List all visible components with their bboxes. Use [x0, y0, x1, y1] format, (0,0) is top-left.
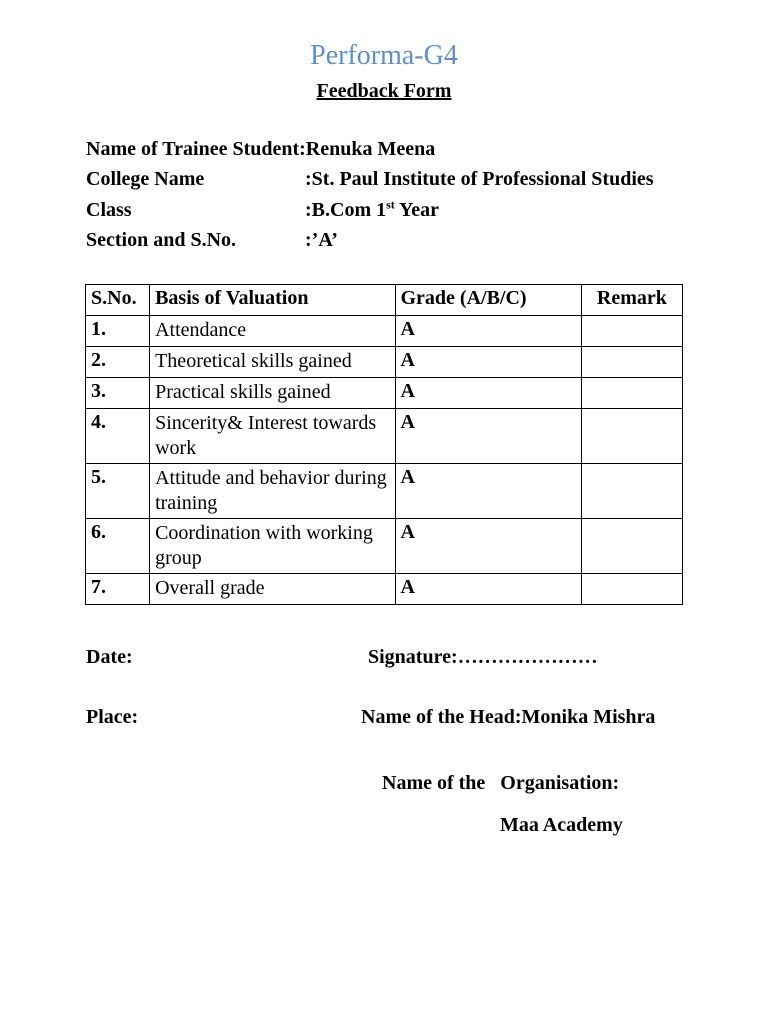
row-grade: A — [395, 378, 581, 409]
row-grade: A — [395, 574, 581, 605]
valuation-table — [85, 284, 683, 605]
table-row — [86, 464, 683, 519]
table-header-row — [86, 285, 683, 316]
trainee-value: Renuka Meena — [305, 138, 436, 160]
class-value-year: Year — [394, 199, 440, 221]
date-label: Date: — [86, 646, 133, 668]
table-row — [86, 409, 683, 464]
row-grade: A — [395, 409, 581, 464]
row-remark — [581, 519, 682, 574]
organisation-name: Maa Academy — [500, 814, 623, 836]
row-basis: Attitude and behavior during training — [150, 464, 395, 519]
row-remark — [581, 347, 682, 378]
row-basis: Theoretical skills gained — [150, 347, 395, 378]
row-basis: Overall grade — [150, 574, 395, 605]
table-row — [86, 347, 683, 378]
header-sno: S.No. — [86, 285, 150, 316]
row-remark — [581, 409, 682, 464]
header-remark: Remark — [581, 285, 682, 316]
trainee-label: Name of Trainee Student: — [86, 138, 306, 160]
table-row — [86, 574, 683, 605]
class-value — [305, 199, 439, 222]
row-sno: 1. — [86, 316, 150, 347]
row-sno: 4. — [86, 409, 150, 464]
class-value-main: :B.Com 1 — [305, 199, 387, 221]
page-title: Performa-G4 — [310, 40, 458, 71]
header-grade: Grade (A/B/C) — [395, 285, 581, 316]
head-name: Name of the Head:Monika Mishra — [361, 706, 656, 728]
signature-label: Signature:………………… — [368, 646, 598, 668]
row-basis: Sincerity& Interest towards work — [150, 409, 395, 464]
table-row — [86, 378, 683, 409]
row-basis: Practical skills gained — [150, 378, 395, 409]
row-grade: A — [395, 519, 581, 574]
section-label: Section and S.No. — [86, 229, 237, 251]
class-label: Class — [86, 199, 132, 221]
row-sno: 2. — [86, 347, 150, 378]
organisation-label: Name of the Organisation: — [382, 772, 620, 794]
form-subtitle: Feedback Form — [316, 80, 452, 102]
table-row — [86, 519, 683, 574]
header-basis: Basis of Valuation — [150, 285, 395, 316]
row-basis: Attendance — [150, 316, 395, 347]
class-value-sup: st — [386, 197, 395, 212]
row-grade: A — [395, 464, 581, 519]
row-grade: A — [395, 347, 581, 378]
row-sno: 5. — [86, 464, 150, 519]
row-basis: Coordination with working group — [150, 519, 395, 574]
trainee-row — [86, 138, 435, 161]
row-remark — [581, 464, 682, 519]
place-label: Place: — [86, 706, 139, 728]
table-row — [86, 316, 683, 347]
row-sno: 3. — [86, 378, 150, 409]
row-sno: 6. — [86, 519, 150, 574]
section-value: :’A’ — [305, 229, 338, 251]
college-value: :St. Paul Institute of Professional Studies — [305, 168, 654, 190]
row-remark — [581, 316, 682, 347]
row-sno: 7. — [86, 574, 150, 605]
row-grade: A — [395, 316, 581, 347]
college-label: College Name — [86, 168, 205, 190]
row-remark — [581, 574, 682, 605]
row-remark — [581, 378, 682, 409]
